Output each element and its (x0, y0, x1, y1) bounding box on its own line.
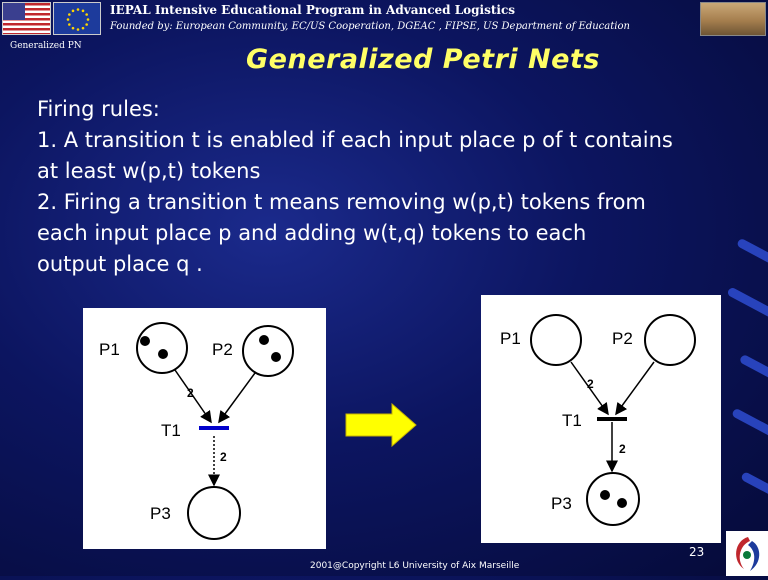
program-title: IEPAL Intensive Educational Program in Advanced Logistics (110, 3, 516, 17)
eu-flag-icon (53, 2, 101, 35)
place-p3 (188, 487, 240, 539)
petri-net-before (83, 308, 326, 549)
arc-weight: 2 (187, 386, 194, 400)
arc-p2-t1 (219, 373, 255, 422)
eu-star (85, 13, 88, 16)
eu-star (87, 18, 90, 21)
transition-t1 (199, 426, 229, 430)
token (271, 352, 281, 362)
eu-star (82, 27, 85, 30)
place-label: P2 (212, 340, 233, 359)
place-p3 (587, 473, 639, 525)
token (140, 336, 150, 346)
place-p1 (531, 315, 581, 365)
body-line: at least w(p,t) tokens (37, 159, 261, 183)
arc-weight: 2 (587, 377, 594, 391)
page-title: Generalized Petri Nets (246, 44, 600, 75)
eu-star (77, 28, 80, 31)
place-p1 (137, 323, 187, 373)
place-p2 (645, 315, 695, 365)
body-line: 2. Firing a transition t means removing w(p,t) tokens from (37, 190, 646, 214)
body-line: Firing rules: (37, 97, 160, 121)
arc-weight: 2 (619, 442, 626, 456)
arc-weight: 2 (220, 450, 227, 464)
university-logo-icon (726, 531, 768, 576)
page-number: 23 (689, 545, 705, 559)
transition-t1 (597, 417, 627, 421)
place-label: P1 (500, 329, 521, 348)
right-arrow-icon (344, 402, 419, 448)
token (259, 335, 269, 345)
transition-label: T1 (562, 411, 582, 430)
eu-star (68, 23, 71, 26)
eu-star (67, 18, 70, 21)
body-line: 1. A transition t is enabled if each input place p of t contains (37, 128, 673, 152)
section-label: Generalized PN (10, 41, 82, 51)
petri-net-after (481, 295, 721, 543)
header-bar (0, 0, 768, 40)
footer-copyright: 2001@Copyright L6 University of Aix Marseille (310, 561, 520, 571)
body-text (37, 94, 765, 280)
body-line: each input place p and adding w(t,q) tokens to each (37, 221, 587, 245)
eu-star (68, 13, 71, 16)
decor-stripe (731, 408, 768, 442)
arc-p2-t1 (616, 362, 654, 414)
place-label: P1 (99, 340, 120, 359)
eu-star (72, 27, 75, 30)
place-label: P2 (612, 329, 633, 348)
us-flag-icon (2, 2, 51, 35)
token (158, 349, 168, 359)
eu-star (77, 8, 80, 11)
body-line: output place q . (37, 252, 203, 276)
program-subtitle: Founded by: European Community, EC/US Cooperation, DGEAC , FIPSE, US Department of Education (110, 21, 630, 32)
place-p2 (243, 326, 293, 376)
place-label: P3 (150, 504, 171, 523)
eu-star (72, 10, 75, 13)
eu-star (85, 23, 88, 26)
token (600, 490, 610, 500)
decor-stripe (739, 354, 768, 385)
city-image (700, 2, 766, 36)
decor-stripe (740, 471, 768, 498)
eu-star (82, 10, 85, 13)
token (617, 498, 627, 508)
transition-label: T1 (161, 421, 181, 440)
place-label: P3 (551, 494, 572, 513)
decor-stripe (726, 286, 768, 322)
